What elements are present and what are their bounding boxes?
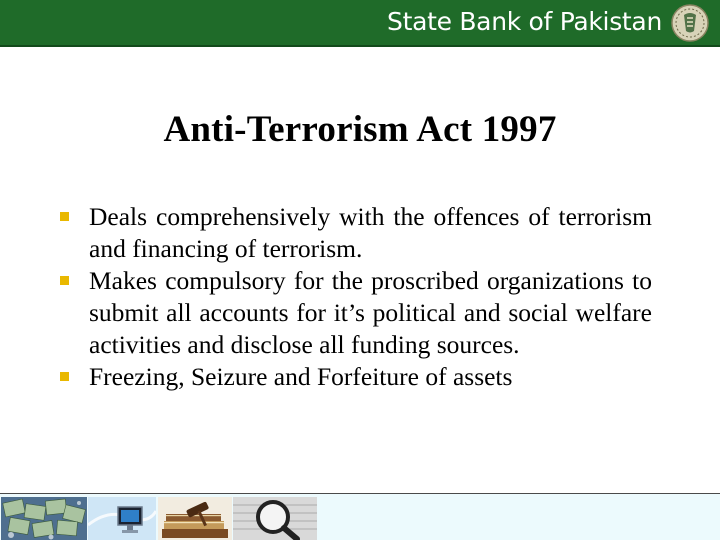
computer-monitor-icon: [88, 497, 156, 540]
bullet-text: Makes compulsory for the proscribed organizations to submit all accounts for it’s political and social welfare activities and disclose all funding sources.: [89, 266, 652, 359]
brand-name: State Bank of Pakistan: [387, 7, 662, 36]
gavel-books-icon: [158, 497, 232, 540]
bullet-text: Deals comprehensively with the offences of terrorism and financing of terrorism.: [89, 202, 652, 263]
slide-title: Anti-Terrorism Act 1997: [163, 109, 557, 150]
bullet-item: [55, 265, 652, 361]
sbp-emblem-icon: [670, 3, 710, 43]
header-bar: [0, 0, 720, 47]
bullet-item: [55, 201, 652, 265]
bullet-square-icon: [60, 276, 69, 285]
magnifying-glass-icon: [233, 497, 317, 540]
bullet-list: [55, 201, 652, 393]
money-stack-icon: [1, 497, 87, 540]
bullet-text: Freezing, Seizure and Forfeiture of assets: [89, 362, 513, 391]
bullet-square-icon: [60, 372, 69, 381]
bullet-item: [55, 361, 652, 393]
bullet-square-icon: [60, 212, 69, 221]
